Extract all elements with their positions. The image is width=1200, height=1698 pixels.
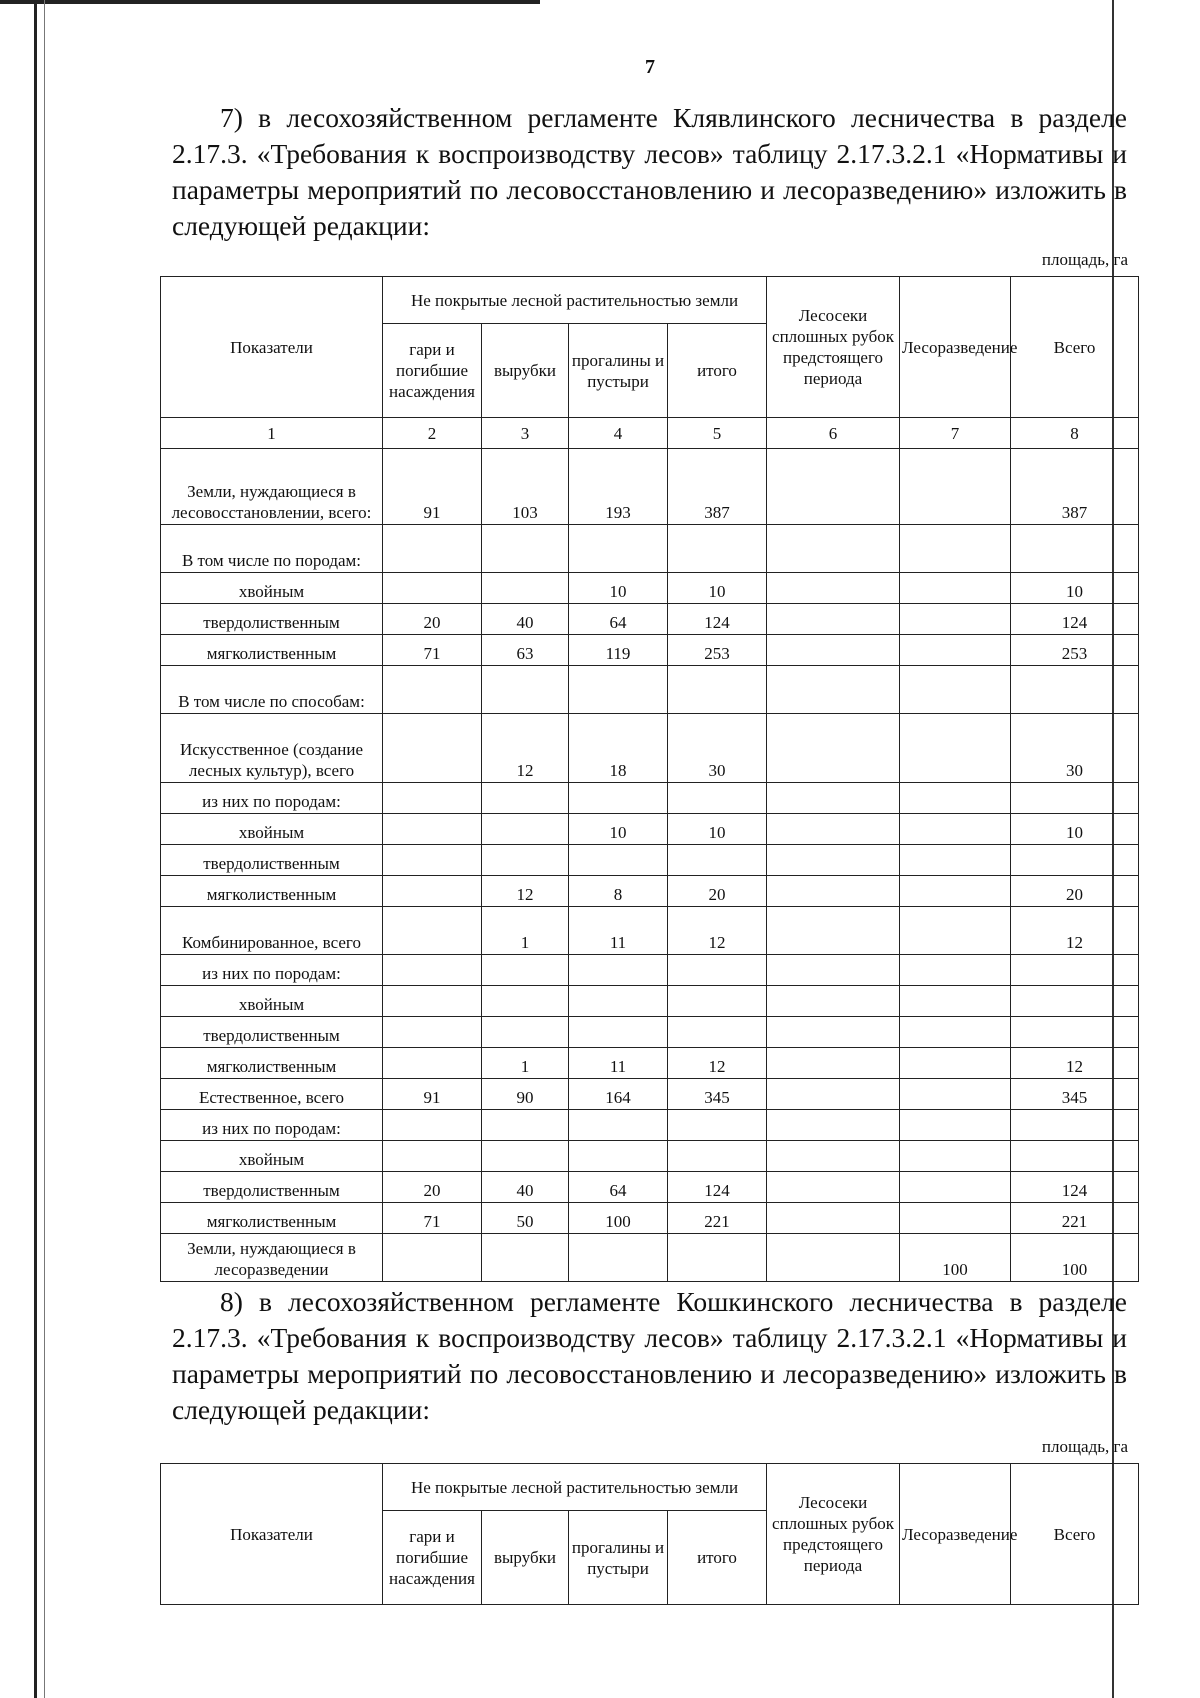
cell-col-8: 10 bbox=[1011, 573, 1139, 604]
cell-col-4 bbox=[569, 845, 668, 876]
cell-col-6 bbox=[767, 1048, 900, 1079]
cell-col-5: 12 bbox=[668, 1048, 767, 1079]
table-row bbox=[161, 1172, 1139, 1203]
cell-col-8: 12 bbox=[1011, 907, 1139, 955]
cell-col-8 bbox=[1011, 783, 1139, 814]
cell-col-6 bbox=[767, 907, 900, 955]
cell-col-4 bbox=[569, 1234, 668, 1282]
cell-col-8: 100 bbox=[1011, 1234, 1139, 1282]
cell-col-2 bbox=[383, 1141, 482, 1172]
cell-col-4: 10 bbox=[569, 814, 668, 845]
cell-col-3 bbox=[482, 955, 569, 986]
cell-col-4 bbox=[569, 1017, 668, 1048]
cell-col-3 bbox=[482, 1141, 569, 1172]
table-row bbox=[161, 573, 1139, 604]
cell-col-3: 1 bbox=[482, 907, 569, 955]
cell-col-4 bbox=[569, 1141, 668, 1172]
cell-col-3 bbox=[482, 666, 569, 714]
header-glades: прогалины и пустыри bbox=[569, 1511, 668, 1605]
table-row bbox=[161, 814, 1139, 845]
cell-col-5 bbox=[668, 666, 767, 714]
cell-col-7 bbox=[900, 1203, 1011, 1234]
cell-col-5 bbox=[668, 1017, 767, 1048]
cell-col-3 bbox=[482, 1017, 569, 1048]
header-clearcuts: Лесосеки сплошных рубок предстоящего периода bbox=[767, 277, 900, 418]
cell-col-3: 40 bbox=[482, 1172, 569, 1203]
cell-col-2 bbox=[383, 525, 482, 573]
cell-col-7 bbox=[900, 635, 1011, 666]
cell-col-4 bbox=[569, 955, 668, 986]
cell-col-5: 253 bbox=[668, 635, 767, 666]
cell-col-8 bbox=[1011, 986, 1139, 1017]
cell-col-6 bbox=[767, 1172, 900, 1203]
row-label: хвойным bbox=[161, 1141, 383, 1172]
cell-col-2: 20 bbox=[383, 1172, 482, 1203]
cell-col-6 bbox=[767, 1017, 900, 1048]
cell-col-5: 124 bbox=[668, 604, 767, 635]
cell-col-6 bbox=[767, 714, 900, 783]
cell-col-5: 345 bbox=[668, 1079, 767, 1110]
col-number: 8 bbox=[1011, 418, 1139, 449]
cell-col-7 bbox=[900, 1172, 1011, 1203]
cell-col-3 bbox=[482, 986, 569, 1017]
cell-col-4 bbox=[569, 666, 668, 714]
table-klyavlinskoe-body bbox=[161, 449, 1139, 1282]
table-row bbox=[161, 1141, 1139, 1172]
cell-col-5 bbox=[668, 1234, 767, 1282]
paragraph-7-text: 7) в лесохозяйственном регламенте Клявлинского лесничества в разделе 2.17.3. «Требования к воспроизводству лесов» таблицу 2.17.3.2.1 «Нормативы и параметры мероприятий по лесовосстановлению и лесоразведению» изложить в следующей редакции: bbox=[172, 102, 1127, 241]
cell-col-4 bbox=[569, 525, 668, 573]
cell-col-8 bbox=[1011, 1141, 1139, 1172]
table-row bbox=[161, 907, 1139, 955]
cell-col-2 bbox=[383, 714, 482, 783]
table-row bbox=[161, 1110, 1139, 1141]
header-burned: гари и погибшие насаждения bbox=[383, 1511, 482, 1605]
cell-col-3 bbox=[482, 814, 569, 845]
cell-col-7 bbox=[900, 907, 1011, 955]
col-number: 2 bbox=[383, 418, 482, 449]
cell-col-2 bbox=[383, 666, 482, 714]
cell-col-2 bbox=[383, 1017, 482, 1048]
cell-col-3: 12 bbox=[482, 714, 569, 783]
cell-col-7: 100 bbox=[900, 1234, 1011, 1282]
cell-col-2 bbox=[383, 1048, 482, 1079]
cell-col-8: 30 bbox=[1011, 714, 1139, 783]
table-row bbox=[161, 1017, 1139, 1048]
cell-col-6 bbox=[767, 783, 900, 814]
cell-col-3 bbox=[482, 1110, 569, 1141]
cell-col-2: 71 bbox=[383, 635, 482, 666]
cell-col-8: 124 bbox=[1011, 604, 1139, 635]
cell-col-5: 124 bbox=[668, 1172, 767, 1203]
scan-edge-left bbox=[34, 0, 37, 1698]
cell-col-3: 12 bbox=[482, 876, 569, 907]
cell-col-2 bbox=[383, 573, 482, 604]
cell-col-3: 63 bbox=[482, 635, 569, 666]
row-label: Земли, нуждающиеся в лесовосстановлении, всего: bbox=[161, 449, 383, 525]
cell-col-8: 345 bbox=[1011, 1079, 1139, 1110]
cell-col-7 bbox=[900, 573, 1011, 604]
cell-col-5: 12 bbox=[668, 907, 767, 955]
cell-col-3: 40 bbox=[482, 604, 569, 635]
cell-col-6 bbox=[767, 525, 900, 573]
cell-col-4: 11 bbox=[569, 907, 668, 955]
col-number: 4 bbox=[569, 418, 668, 449]
cell-col-6 bbox=[767, 876, 900, 907]
table-row bbox=[161, 604, 1139, 635]
cell-col-8 bbox=[1011, 1110, 1139, 1141]
header-total: Всего bbox=[1011, 277, 1139, 418]
cell-col-2 bbox=[383, 783, 482, 814]
header-indicators: Показатели bbox=[161, 1464, 383, 1605]
row-label: мягколиственным bbox=[161, 1203, 383, 1234]
row-label: мягколиственным bbox=[161, 635, 383, 666]
col-number: 3 bbox=[482, 418, 569, 449]
table-klyavlinskoe-head bbox=[161, 277, 1139, 449]
cell-col-2 bbox=[383, 1110, 482, 1141]
cell-col-2: 20 bbox=[383, 604, 482, 635]
cell-col-4: 64 bbox=[569, 604, 668, 635]
table-row bbox=[161, 783, 1139, 814]
cell-col-5 bbox=[668, 525, 767, 573]
header-subtotal: итого bbox=[668, 1511, 767, 1605]
cell-col-4 bbox=[569, 1110, 668, 1141]
cell-col-8 bbox=[1011, 525, 1139, 573]
cell-col-8: 253 bbox=[1011, 635, 1139, 666]
cell-col-8 bbox=[1011, 955, 1139, 986]
cell-col-3 bbox=[482, 783, 569, 814]
cell-col-2 bbox=[383, 845, 482, 876]
cell-col-3 bbox=[482, 845, 569, 876]
header-cutovers: вырубки bbox=[482, 1511, 569, 1605]
header-not-covered: Не покрытые лесной растительностью земли bbox=[383, 1464, 767, 1511]
cell-col-6 bbox=[767, 573, 900, 604]
header-glades: прогалины и пустыри bbox=[569, 324, 668, 418]
cell-col-7 bbox=[900, 814, 1011, 845]
cell-col-2: 91 bbox=[383, 1079, 482, 1110]
cell-col-7 bbox=[900, 449, 1011, 525]
cell-col-4: 11 bbox=[569, 1048, 668, 1079]
cell-col-8: 20 bbox=[1011, 876, 1139, 907]
table-row bbox=[161, 1234, 1139, 1282]
cell-col-5: 30 bbox=[668, 714, 767, 783]
header-afforestation: Лесоразведение bbox=[900, 1464, 1011, 1605]
cell-col-8 bbox=[1011, 845, 1139, 876]
cell-col-5 bbox=[668, 1141, 767, 1172]
cell-col-5: 221 bbox=[668, 1203, 767, 1234]
header-cutovers: вырубки bbox=[482, 324, 569, 418]
cell-col-3 bbox=[482, 1234, 569, 1282]
table-row bbox=[161, 1079, 1139, 1110]
row-label: твердолиственным bbox=[161, 604, 383, 635]
table-row bbox=[161, 876, 1139, 907]
table-row bbox=[161, 525, 1139, 573]
table-koshkinskoe bbox=[160, 1463, 1139, 1605]
cell-col-2 bbox=[383, 876, 482, 907]
row-label: из них по породам: bbox=[161, 783, 383, 814]
table-row bbox=[161, 845, 1139, 876]
cell-col-4: 164 bbox=[569, 1079, 668, 1110]
header-clearcuts: Лесосеки сплошных рубок предстоящего периода bbox=[767, 1464, 900, 1605]
cell-col-3 bbox=[482, 573, 569, 604]
paragraph-8 bbox=[172, 1284, 1127, 1428]
row-label: В том числе по породам: bbox=[161, 525, 383, 573]
cell-col-6 bbox=[767, 1079, 900, 1110]
cell-col-5 bbox=[668, 845, 767, 876]
cell-col-3: 1 bbox=[482, 1048, 569, 1079]
cell-col-7 bbox=[900, 876, 1011, 907]
cell-col-6 bbox=[767, 955, 900, 986]
cell-col-4: 119 bbox=[569, 635, 668, 666]
cell-col-7 bbox=[900, 1110, 1011, 1141]
cell-col-6 bbox=[767, 1110, 900, 1141]
cell-col-7 bbox=[900, 986, 1011, 1017]
cell-col-2 bbox=[383, 955, 482, 986]
cell-col-6 bbox=[767, 449, 900, 525]
row-label: твердолиственным bbox=[161, 1017, 383, 1048]
cell-col-7 bbox=[900, 525, 1011, 573]
row-label: Земли, нуждающиеся в лесоразведении bbox=[161, 1234, 383, 1282]
cell-col-2 bbox=[383, 907, 482, 955]
cell-col-3: 50 bbox=[482, 1203, 569, 1234]
row-label: Искусственное (создание лесных культур), всего bbox=[161, 714, 383, 783]
cell-col-6 bbox=[767, 1141, 900, 1172]
cell-col-8: 387 bbox=[1011, 449, 1139, 525]
row-label: хвойным bbox=[161, 986, 383, 1017]
cell-col-4: 193 bbox=[569, 449, 668, 525]
cell-col-7 bbox=[900, 604, 1011, 635]
cell-col-2 bbox=[383, 986, 482, 1017]
col-number: 1 bbox=[161, 418, 383, 449]
table-row bbox=[161, 714, 1139, 783]
header-afforestation: Лесоразведение bbox=[900, 277, 1011, 418]
cell-col-4 bbox=[569, 986, 668, 1017]
row-label: из них по породам: bbox=[161, 955, 383, 986]
unit-label-2: площадь, га bbox=[1041, 1437, 1128, 1456]
header-total: Всего bbox=[1011, 1464, 1139, 1605]
scan-edge-left-inner bbox=[44, 0, 45, 1698]
cell-col-5 bbox=[668, 955, 767, 986]
table-row bbox=[161, 955, 1139, 986]
cell-col-3 bbox=[482, 525, 569, 573]
table-row bbox=[161, 666, 1139, 714]
header-indicators: Показатели bbox=[161, 277, 383, 418]
cell-col-7 bbox=[900, 955, 1011, 986]
cell-col-8: 124 bbox=[1011, 1172, 1139, 1203]
cell-col-4: 64 bbox=[569, 1172, 668, 1203]
table-koshkinskoe-head bbox=[161, 1464, 1139, 1605]
scan-edge-top bbox=[0, 0, 540, 4]
cell-col-7 bbox=[900, 1048, 1011, 1079]
cell-col-8 bbox=[1011, 666, 1139, 714]
header-not-covered: Не покрытые лесной растительностью земли bbox=[383, 277, 767, 324]
cell-col-2: 71 bbox=[383, 1203, 482, 1234]
row-label: Комбинированное, всего bbox=[161, 907, 383, 955]
cell-col-7 bbox=[900, 783, 1011, 814]
cell-col-2 bbox=[383, 1234, 482, 1282]
cell-col-7 bbox=[900, 666, 1011, 714]
page-number: 7 bbox=[645, 56, 655, 78]
cell-col-6 bbox=[767, 845, 900, 876]
table-klyavlinskoe bbox=[160, 276, 1139, 1282]
cell-col-4: 10 bbox=[569, 573, 668, 604]
row-label: хвойным bbox=[161, 573, 383, 604]
row-label: хвойным bbox=[161, 814, 383, 845]
cell-col-8: 10 bbox=[1011, 814, 1139, 845]
row-label: мягколиственным bbox=[161, 876, 383, 907]
col-number: 5 bbox=[668, 418, 767, 449]
row-label: мягколиственным bbox=[161, 1048, 383, 1079]
cell-col-4: 18 bbox=[569, 714, 668, 783]
cell-col-5 bbox=[668, 986, 767, 1017]
row-label: В том числе по способам: bbox=[161, 666, 383, 714]
row-label: из них по породам: bbox=[161, 1110, 383, 1141]
cell-col-8: 221 bbox=[1011, 1203, 1139, 1234]
row-label: Естественное, всего bbox=[161, 1079, 383, 1110]
cell-col-8 bbox=[1011, 1017, 1139, 1048]
row-label: твердолиственным bbox=[161, 1172, 383, 1203]
cell-col-7 bbox=[900, 1017, 1011, 1048]
header-burned: гари и погибшие насаждения bbox=[383, 324, 482, 418]
col-number: 6 bbox=[767, 418, 900, 449]
cell-col-6 bbox=[767, 666, 900, 714]
cell-col-3: 90 bbox=[482, 1079, 569, 1110]
table-row bbox=[161, 449, 1139, 525]
cell-col-7 bbox=[900, 1079, 1011, 1110]
cell-col-7 bbox=[900, 714, 1011, 783]
cell-col-2: 91 bbox=[383, 449, 482, 525]
table-row bbox=[161, 635, 1139, 666]
cell-col-5: 10 bbox=[668, 814, 767, 845]
cell-col-7 bbox=[900, 845, 1011, 876]
cell-col-6 bbox=[767, 986, 900, 1017]
cell-col-3: 103 bbox=[482, 449, 569, 525]
unit-label-1: площадь, га bbox=[1041, 250, 1128, 269]
cell-col-5: 20 bbox=[668, 876, 767, 907]
cell-col-5: 387 bbox=[668, 449, 767, 525]
cell-col-6 bbox=[767, 814, 900, 845]
col-number: 7 bbox=[900, 418, 1011, 449]
table-row bbox=[161, 986, 1139, 1017]
paragraph-7 bbox=[172, 100, 1127, 244]
cell-col-6 bbox=[767, 635, 900, 666]
row-label: твердолиственным bbox=[161, 845, 383, 876]
cell-col-6 bbox=[767, 1234, 900, 1282]
cell-col-2 bbox=[383, 814, 482, 845]
paragraph-8-text: 8) в лесохозяйственном регламенте Кошкинского лесничества в разделе 2.17.3. «Требования к воспроизводству лесов» таблицу 2.17.3.2.1 «Нормативы и параметры мероприятий по лесовосстановлению и лесоразведению» изложить в следующей редакции: bbox=[172, 1286, 1127, 1425]
header-subtotal: итого bbox=[668, 324, 767, 418]
cell-col-4 bbox=[569, 783, 668, 814]
cell-col-5: 10 bbox=[668, 573, 767, 604]
cell-col-5 bbox=[668, 1110, 767, 1141]
table-row bbox=[161, 1048, 1139, 1079]
cell-col-7 bbox=[900, 1141, 1011, 1172]
cell-col-6 bbox=[767, 1203, 900, 1234]
cell-col-4: 8 bbox=[569, 876, 668, 907]
cell-col-5 bbox=[668, 783, 767, 814]
cell-col-4: 100 bbox=[569, 1203, 668, 1234]
cell-col-6 bbox=[767, 604, 900, 635]
cell-col-8: 12 bbox=[1011, 1048, 1139, 1079]
table-row bbox=[161, 1203, 1139, 1234]
